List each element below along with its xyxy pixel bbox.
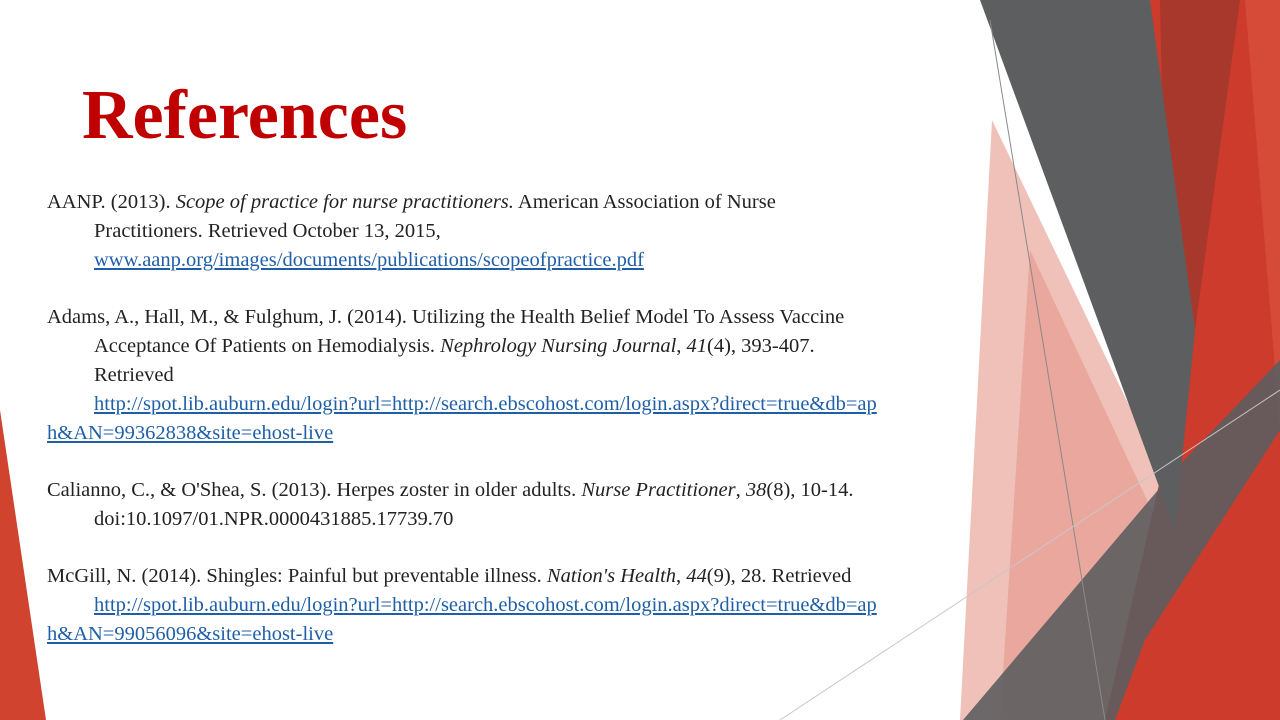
ref-issue-pages: (4), 393-407. [707,335,815,357]
ref-volume: 44 [686,565,707,587]
ref-issue-pages: (8), 10-14. [766,479,854,501]
reference-calianno [47,476,1017,534]
ref-sep: , [735,479,741,501]
adams-link-part2[interactable]: h&AN=99362838&site=ehost-live [47,422,334,444]
ref-issue-pages: (9), 28. Retrieved [706,565,852,587]
reference-line [47,562,1017,591]
ref-author-title: Calianno, C., & O'Shea, S. (2013). Herpes zoster in older adults. [47,479,577,501]
reference-line [47,476,1017,505]
reference-line [47,303,1017,332]
reference-line [47,217,1017,246]
reference-line [47,390,1017,419]
ref-retrieved: Retrieved [94,364,174,386]
ref-publisher: American Association of Nurse [517,191,776,213]
reference-line [47,620,1017,649]
ref-sep: , [676,335,682,357]
reference-line [47,246,1017,275]
ref-journal: Nephrology Nursing Journal [440,335,677,357]
ref-volume: 41 [686,335,708,357]
ref-title: Scope of practice for nurse practitioners. [175,191,514,213]
adams-link-part1[interactable]: http://spot.lib.auburn.edu/login?url=http://search.ebscohost.com/login.aspx?direct=true&db=ap [94,393,877,415]
page-title: References [82,77,408,154]
ref-journal: Nurse Practitioner [581,479,736,501]
ref-sep: , [676,565,682,587]
reference-adams [47,303,1017,448]
aanp-link[interactable]: www.aanp.org/images/documents/publications/scopeofpractice.pdf [94,249,644,271]
ref-volume: 38 [745,479,767,501]
reference-line [47,419,1017,448]
reference-line [47,591,1017,620]
ref-journal: Nation's Health [546,565,677,587]
reference-line [47,332,1017,361]
ref-doi: doi:10.1097/01.NPR.0000431885.17739.70 [94,508,454,530]
ref-retrieved: Practitioners. Retrieved October 13, 2015, [94,220,441,242]
ref-author: AANP. (2013). [47,191,171,213]
mcgill-link-part2[interactable]: h&AN=99056096&site=ehost-live [47,623,334,645]
reference-mcgill [47,562,1017,649]
reference-list [47,188,1017,677]
left-red-strip [0,410,46,720]
ref-author-title: Adams, A., Hall, M., & Fulghum, J. (2014). Utilizing the Health Belief Model To Assess Vaccine [47,306,845,328]
ref-author-title: McGill, N. (2014). Shingles: Painful but preventable illness. [47,565,542,587]
mcgill-link-part1[interactable]: http://spot.lib.auburn.edu/login?url=http://search.ebscohost.com/login.aspx?direct=true&db=ap [94,594,877,616]
ref-title-cont: Acceptance Of Patients on Hemodialysis. [94,335,436,357]
reference-aanp [47,188,1017,275]
reference-line [47,505,1017,534]
reference-line [47,188,1017,217]
reference-line [47,361,1017,390]
